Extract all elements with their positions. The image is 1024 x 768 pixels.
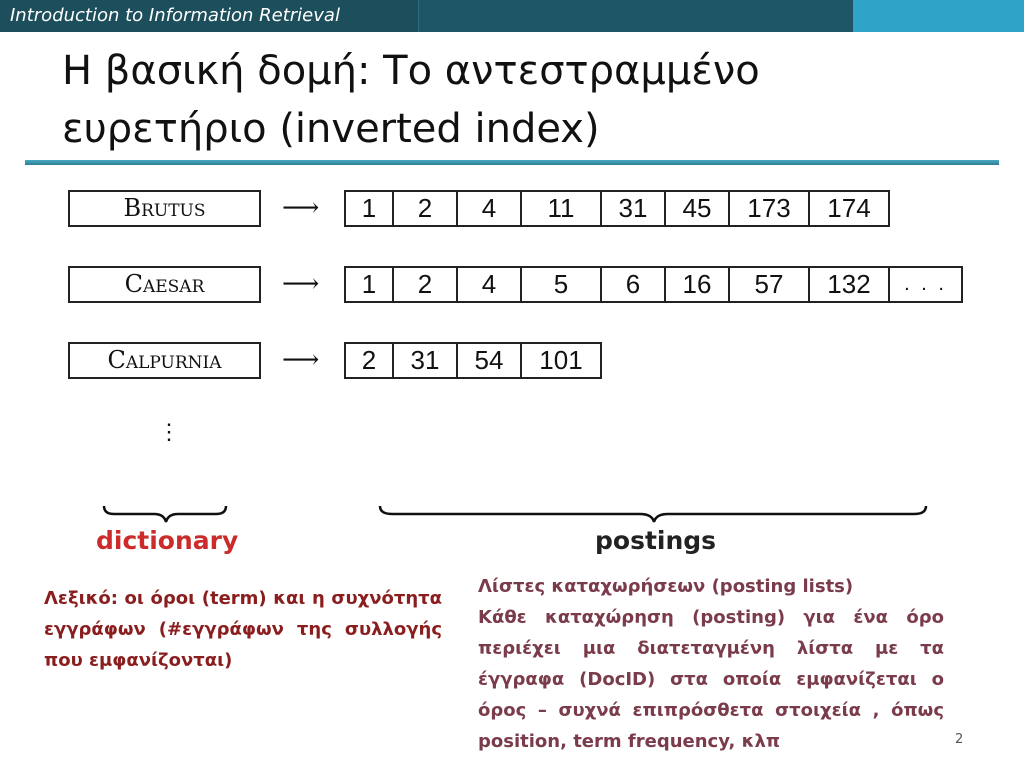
postings-brace <box>380 506 926 522</box>
posting-cell: 1 <box>344 266 394 303</box>
posting-cell: 2 <box>392 266 458 303</box>
posting-cell: 6 <box>600 266 666 303</box>
slide-title-line-1: Η βασική δομή: Το αντεστραμμένο <box>62 48 760 94</box>
dictionary-label: dictionary <box>96 526 239 555</box>
posting-cell: 4 <box>456 190 522 227</box>
posting-cell: 5 <box>520 266 602 303</box>
continuation-dots: ⋮ <box>158 420 180 445</box>
dictionary-brace <box>104 506 226 522</box>
dictionary-description: Λεξικό: οι όροι (term) και η συχνότητα εγγράφων (#εγγράφων της συλλογής που εμφανίζονται) <box>44 588 442 671</box>
postings-description-title: Λίστες καταχωρήσεων (posting lists) <box>478 576 854 597</box>
posting-cell: 16 <box>664 266 730 303</box>
posting-cell: 54 <box>456 342 522 379</box>
posting-cell: 4 <box>456 266 522 303</box>
dictionary-term-brutus: Brutus <box>68 190 261 227</box>
posting-cell: 31 <box>392 342 458 379</box>
posting-cell: 57 <box>728 266 810 303</box>
course-title: Introduction to Information Retrieval <box>10 5 340 26</box>
dictionary-term-calpurnia: Calpurnia <box>68 342 261 379</box>
postings-description <box>478 571 944 757</box>
posting-cell: 174 <box>808 190 890 227</box>
posting-cell: 45 <box>664 190 730 227</box>
posting-cell: 101 <box>520 342 602 379</box>
posting-cell: 1 <box>344 190 394 227</box>
pointer-arrow-brutus: ⟶ <box>282 193 320 223</box>
posting-cell: 173 <box>728 190 810 227</box>
posting-cell: 2 <box>392 190 458 227</box>
postings-label: postings <box>595 526 717 555</box>
posting-cell: 31 <box>600 190 666 227</box>
pointer-arrow-caesar: ⟶ <box>282 269 320 299</box>
posting-cell: 132 <box>808 266 890 303</box>
posting-cell: . . . <box>888 266 963 303</box>
posting-cell: 2 <box>344 342 394 379</box>
pointer-arrow-calpurnia: ⟶ <box>282 345 320 375</box>
page-number: 2 <box>955 732 964 747</box>
posting-cell: 11 <box>520 190 602 227</box>
postings-description-body: Κάθε καταχώρηση (posting) για ένα όρο περιέχει μια διατεταγμένη λίστα με τα έγγραφα (DocID) στα οποία εμφανίζεται ο όρος – συχνά επιπρόσθετα στοιχεία , όπως position, term frequency, κλπ <box>478 607 944 752</box>
slide-title-line-2: ευρετήριο (inverted index) <box>62 106 600 152</box>
dictionary-term-caesar: Caesar <box>68 266 261 303</box>
